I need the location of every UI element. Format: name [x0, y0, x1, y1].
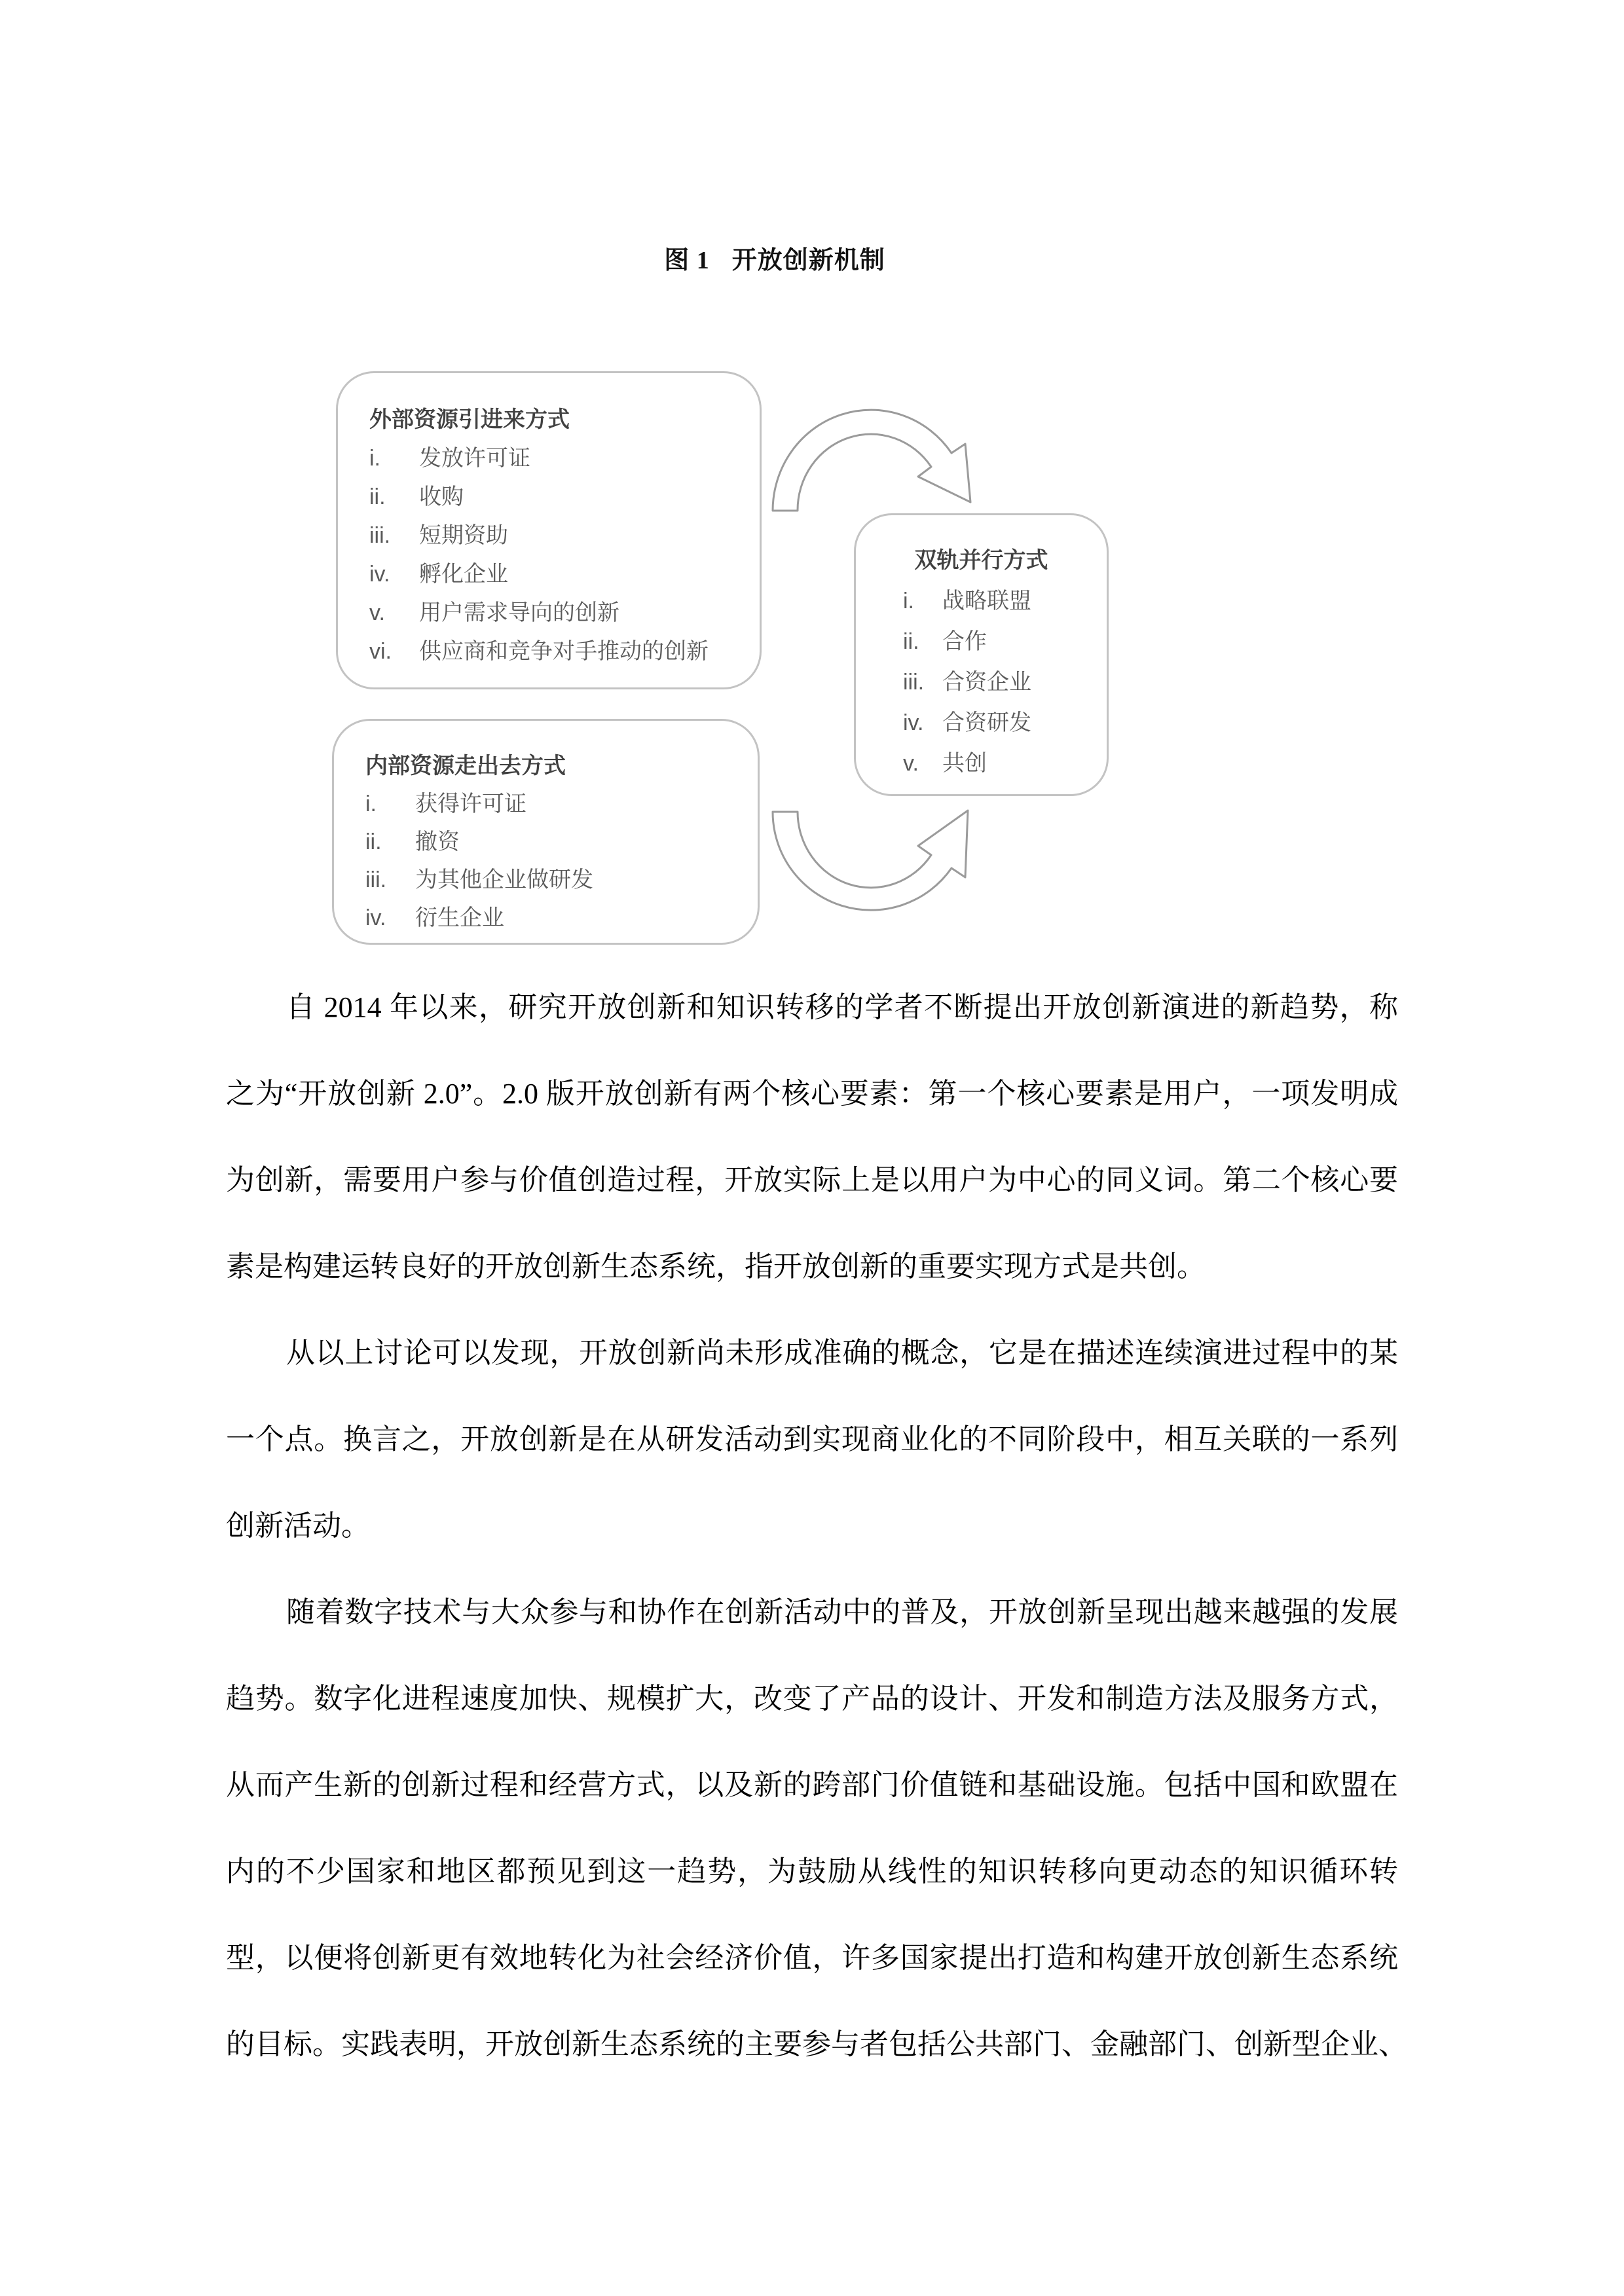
outgoing-curved-arrow — [773, 811, 968, 910]
item-number: i. — [903, 589, 914, 613]
incoming-curved-arrow — [773, 410, 970, 511]
item-number: ii. — [369, 484, 386, 509]
body-line: 从以上讨论可以发现，开放创新尚未形成准确的概念，它是在描述连续演进过程中的某 — [286, 1337, 1398, 1369]
body-line: 之为“开放创新 2.0”。2.0 版开放创新有两个核心要素：第一个核心要素是用户，一项发明成 — [226, 1078, 1398, 1110]
item-text: 合资企业 — [942, 670, 1031, 695]
body-line: 趋势。数字化进程速度加快、规模扩大，改变了产品的设计、开发和制造方法及服务方式， — [226, 1683, 1398, 1715]
list-item — [856, 662, 1094, 702]
list-item — [365, 861, 738, 899]
body-line: 型，以便将创新更有效地转化为社会经济价值，许多国家提出打造和构建开放创新生态系统 — [226, 1942, 1398, 1974]
box-heading: 内部资源走出去方式 — [365, 754, 566, 778]
item-text: 获得许可证 — [415, 792, 526, 816]
item-text: 衍生企业 — [415, 905, 504, 930]
body-line: 一个点。换言之，开放创新是在从研发活动到实现商业化的不同阶段中，相互关联的一系列 — [226, 1423, 1398, 1455]
dual-track-box — [854, 513, 1109, 796]
body-line: 素是构建运转良好的开放创新生态系统，指开放创新的重要实现方式是共创。 — [226, 1250, 1206, 1283]
list-item — [369, 632, 740, 671]
item-text: 合作 — [942, 629, 987, 654]
body-text — [226, 964, 1407, 2088]
item-text: 供应商和竞争对手推动的创新 — [419, 639, 709, 664]
item-text: 发放许可证 — [419, 446, 530, 471]
external-resources-box — [336, 371, 762, 689]
figure-label: 图 1 — [664, 247, 710, 274]
list-item — [856, 743, 1094, 784]
body-line: 随着数字技术与大众参与和协作在创新活动中的普及，开放创新呈现出越来越强的发展 — [286, 1596, 1398, 1628]
list-item — [369, 478, 740, 517]
list-item — [856, 581, 1094, 621]
list-item — [369, 555, 740, 594]
diagram-arrows — [0, 0, 1624, 1048]
body-line: 自 2014 年以来，研究开放创新和知识转移的学者不断提出开放创新演进的新趋势，称 — [286, 991, 1398, 1023]
box-heading: 双轨并行方式 — [914, 548, 1048, 573]
item-text: 收购 — [419, 484, 464, 509]
item-number: iii. — [365, 867, 387, 892]
item-number: v. — [903, 751, 919, 776]
list-item — [369, 594, 740, 632]
box-heading: 外部资源引进来方式 — [369, 407, 570, 432]
figure-caption-text: 开放创新机制 — [731, 247, 885, 274]
item-number: iv. — [903, 710, 924, 735]
item-number: ii. — [365, 829, 382, 854]
body-line: 从而产生新的创新过程和经营方式，以及新的跨部门价值链和基础设施。包括中国和欧盟在 — [226, 1769, 1398, 1801]
item-number: i. — [369, 446, 380, 471]
item-number: ii. — [903, 629, 919, 654]
item-number: v. — [369, 600, 385, 625]
item-text: 短期资助 — [419, 523, 508, 548]
item-text: 孵化企业 — [419, 562, 508, 587]
list-item — [856, 702, 1094, 743]
list-item — [369, 517, 740, 555]
item-number: iii. — [903, 670, 925, 695]
item-text: 共创 — [942, 751, 987, 776]
body-line: 创新活动。 — [226, 1510, 370, 1542]
list-item — [365, 899, 738, 937]
body-line: 内的不少国家和地区都预见到这一趋势，为鼓励从线性的知识转移向更动态的知识循环转 — [226, 1855, 1398, 1887]
item-number: iv. — [369, 562, 390, 587]
internal-resources-box — [332, 719, 760, 945]
item-text: 用户需求导向的创新 — [419, 600, 619, 625]
list-item — [856, 621, 1094, 662]
item-number: i. — [365, 792, 377, 816]
item-number: vi. — [369, 639, 392, 664]
item-text: 合资研发 — [942, 710, 1031, 735]
item-text: 撤资 — [415, 829, 460, 854]
list-item — [369, 439, 740, 478]
item-text: 为其他企业做研发 — [415, 867, 593, 892]
list-item — [365, 785, 738, 823]
item-text: 战略联盟 — [942, 589, 1031, 613]
item-number: iii. — [369, 523, 391, 548]
body-line: 的目标。实践表明，开放创新生态系统的主要参与者包括公共部门、金融部门、创新型企业、 — [226, 2028, 1407, 2060]
item-number: iv. — [365, 905, 386, 930]
body-line: 为创新，需要用户参与价值创造过程，开放实际上是以用户为中心的同义词。第二个核心要 — [226, 1164, 1398, 1196]
list-item — [365, 823, 738, 861]
